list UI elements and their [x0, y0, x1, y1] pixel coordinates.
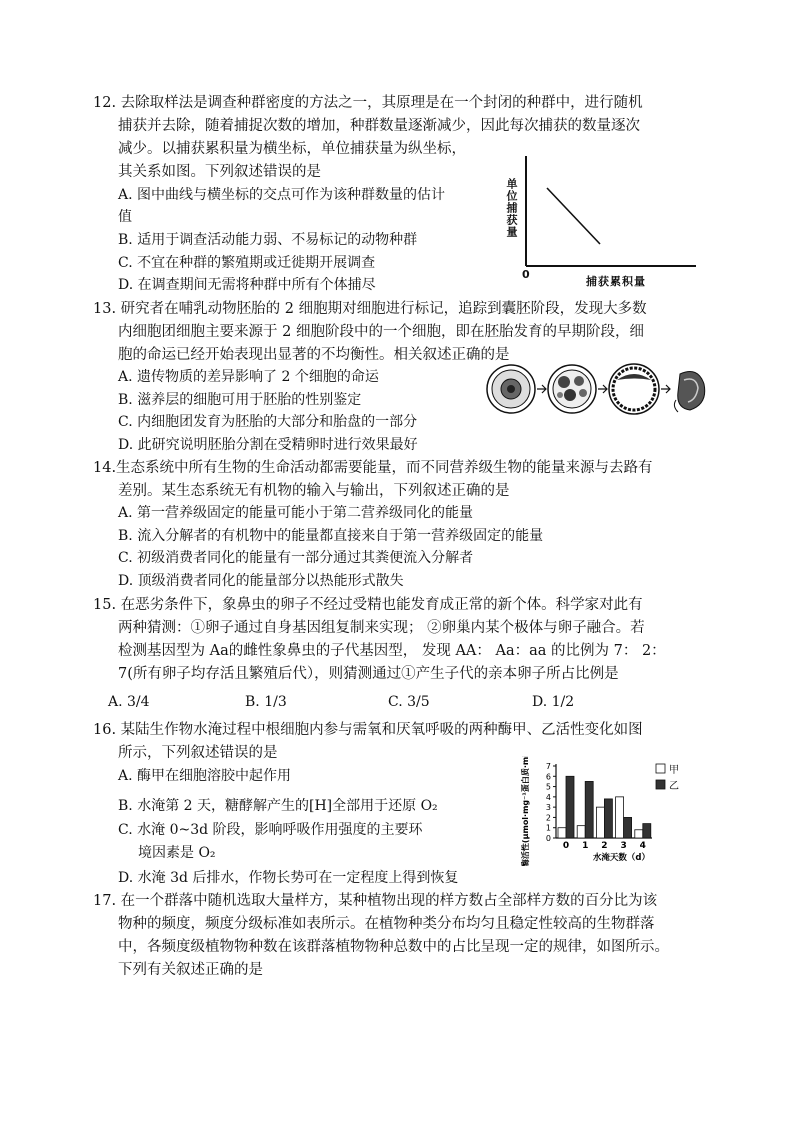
q16-option-d: D. 水淹 3d 后排水，作物长势可在一定程度上得到恢复: [118, 870, 459, 886]
enzyme-activity-chart: [514, 756, 714, 866]
q12-curve: [547, 188, 600, 244]
q17-stem-line-4: 下列有关叙述正确的是: [118, 962, 263, 978]
bar-jia: [577, 826, 585, 838]
q17-stem-line-1: 17. 在一个群落中随机选取大量样方，某种植物出现的样方数占全部样方数的百分比为该: [93, 893, 658, 909]
q12-origin-label: 0: [522, 268, 530, 281]
embryo-stages-illustration: [484, 360, 710, 418]
bar-yi: [624, 817, 632, 838]
y-tick-label: 2: [545, 813, 551, 823]
q15-stem-line-4: 7(所有卵子均存活且繁殖后代），则猜测通过①产生子代的亲本卵子所占比例是: [118, 666, 619, 682]
q12-option-a-cont: 值: [118, 209, 132, 225]
q14-option-d: D. 顶级消费者同化的能量部分以热能形式散失: [118, 573, 404, 589]
q15-stem-line-3: 检测基因型为 Aa的雌性象鼻虫的子代基因型， 发现 AA： Aa：aa 的比例为 7： 2：: [118, 643, 666, 659]
q13-stem-line-2: 内细胞团细胞主要来源于 2 细胞阶段中的一个细胞，即在胚胎发育的早期阶段，细: [118, 324, 644, 340]
q12-option-d: D. 在调查期间无需将种群中所有个体捕尽: [118, 277, 376, 293]
q14-stem-line-1: 14.生态系统中所有生物的生命活动都需要能量，而不同营养级生物的能量来源与去路有: [93, 460, 653, 476]
bar-jia: [558, 828, 566, 838]
q12-x-label: 捕获累积量: [586, 275, 646, 288]
q14-option-b: B. 流入分解者的有机物中的能量都直接来自于第一营养级固定的能量: [118, 528, 544, 544]
q14-option-c: C. 初级消费者同化的能量有一部分通过其粪便流入分解者: [118, 550, 474, 566]
q14-option-a: A. 第一营养级固定的能量可能小于第二营养级同化的能量: [118, 505, 474, 521]
q13-option-c: C. 内细胞团发育为胚胎的大部分和胎盘的一部分: [118, 414, 418, 430]
q17-stem-line-3: 中，各频度级植物物种数在该群落植物物种总数中的占比呈现一定的规律，如图所示。: [118, 939, 669, 955]
zygote-illustration: [487, 365, 535, 413]
y-tick-label: 5: [545, 782, 551, 792]
y-tick-label: 6: [545, 772, 551, 782]
q15-option-c: C. 3/5: [388, 694, 430, 710]
arrow-1-icon: [537, 385, 546, 393]
y-tick-label: 0: [545, 834, 551, 843]
q15-option-d: D. 1/2: [532, 694, 575, 710]
q12-y-label: 单位捕获量: [505, 178, 518, 238]
x-tick-label: 0: [562, 841, 570, 851]
y-axis-label: 酶活性(μmol·mg⁻¹蛋白质·min⁻¹): [521, 756, 530, 866]
q12-stem-line-3: 减少。以捕获累积量为横坐标，单位捕获量为纵坐标，: [118, 141, 466, 157]
legend-label-yi: 乙: [669, 781, 679, 792]
q14-stem-line-2: 差别。某生态系统无有机物的输入与输出，下列叙述正确的是: [118, 483, 510, 499]
q12-option-c: C. 不宜在种群的繁殖期或迁徙期开展调查: [118, 255, 376, 271]
bar-yi: [585, 781, 593, 838]
q13-option-d: D. 此研究说明胚胎分割在受精卵时进行效果最好: [118, 437, 418, 453]
x-tick-label: 3: [620, 841, 627, 851]
q16-option-c-cont: 境因素是 O₂: [138, 845, 216, 861]
x-tick-label: 2: [601, 841, 608, 851]
bar-jia: [616, 797, 624, 838]
q12-option-b: B. 适用于调查活动能力弱、不易标记的动物种群: [118, 232, 418, 248]
q12-line-graph: [500, 148, 700, 290]
x-tick-label: 4: [639, 841, 646, 851]
embryo-hatching-illustration: [674, 372, 704, 412]
legend-swatch-jia: [656, 764, 665, 773]
y-tick-label: 7: [545, 762, 551, 771]
q16-option-a: A. 酶甲在细胞溶胶中起作用: [118, 768, 292, 784]
q17-stem-line-2: 物种的频度，频度分级标准如表所示。在植物种类分布均匀且稳定性较高的生物群落: [118, 916, 655, 932]
q15-option-a: A. 3/4: [108, 694, 150, 710]
q13-embryo-figure: [484, 360, 710, 418]
q15-stem-line-1: 15. 在恶劣条件下，象鼻虫的卵子不经过受精也能发育成正常的新个体。科学家对此有: [93, 597, 643, 613]
y-tick-label: 4: [545, 792, 551, 802]
bar-yi: [566, 776, 574, 838]
q13-option-b: B. 滋养层的细胞可用于胚胎的性别鉴定: [118, 392, 362, 408]
q13-option-a: A. 遗传物质的差异影响了 2 个细胞的命运: [118, 369, 379, 385]
arrow-2-icon: [598, 385, 607, 393]
q16-option-c: C. 水淹 0~3d 阶段，影响呼吸作用强度的主要环: [118, 822, 423, 838]
bar-jia: [596, 807, 604, 838]
q16-stem-line-1: 16. 某陆生作物水淹过程中根细胞内参与需氧和厌氧呼吸的两种酶甲、乙活性变化如图: [93, 722, 643, 738]
q13-stem-line-1: 13. 研究者在哺乳动物胚胎的 2 细胞期对细胞进行标记，追踪到囊胚阶段，发现大多数: [93, 301, 647, 317]
blastocyst-illustration: [609, 364, 659, 414]
bar-yi: [643, 824, 651, 838]
bar-yi: [604, 799, 612, 838]
q16-stem-line-2: 所示，下列叙述错误的是: [118, 745, 278, 761]
q15-stem-line-2: 两种猜测：①卵子通过自身基因组复制来实现； ②卵巢内某个极体与卵子融合。若: [118, 620, 645, 636]
arrow-3-icon: [661, 385, 670, 393]
y-tick-label: 3: [545, 803, 551, 813]
x-axis-label: 水淹天数（d）: [592, 853, 650, 863]
bar-jia: [635, 830, 643, 838]
y-tick-label: 1: [545, 823, 551, 833]
q12-stem-line-2: 捕获并去除，随着捕捉次数的增加，种群数量逐渐减少，因此每次捕获的数量逐次: [118, 118, 640, 134]
legend-label-jia: 甲: [669, 765, 679, 776]
q12-stem-line-4: 其关系如图。下列叙述错误的是: [118, 164, 321, 180]
q13-stem-line-3: 胞的命运已经开始表现出显著的不均衡性。相关叙述正确的是: [118, 347, 510, 363]
q16-bar-chart: [514, 756, 714, 866]
q16-option-b: B. 水淹第 2 天，糖酵解产生的[H]全部用于还原 O₂: [118, 798, 438, 814]
morula-illustration: [548, 365, 596, 413]
q12-stem-line-1: 12. 去除取样法是调查种群密度的方法之一，其原理是在一个封闭的种群中，进行随机: [93, 95, 643, 111]
q15-option-b: B. 1/3: [245, 694, 287, 710]
legend-swatch-yi: [656, 780, 665, 789]
q12-figure: [500, 148, 700, 290]
q12-option-a: A. 图中曲线与横坐标的交点可作为该种群数量的估计: [118, 187, 446, 203]
x-tick-label: 1: [582, 841, 589, 851]
